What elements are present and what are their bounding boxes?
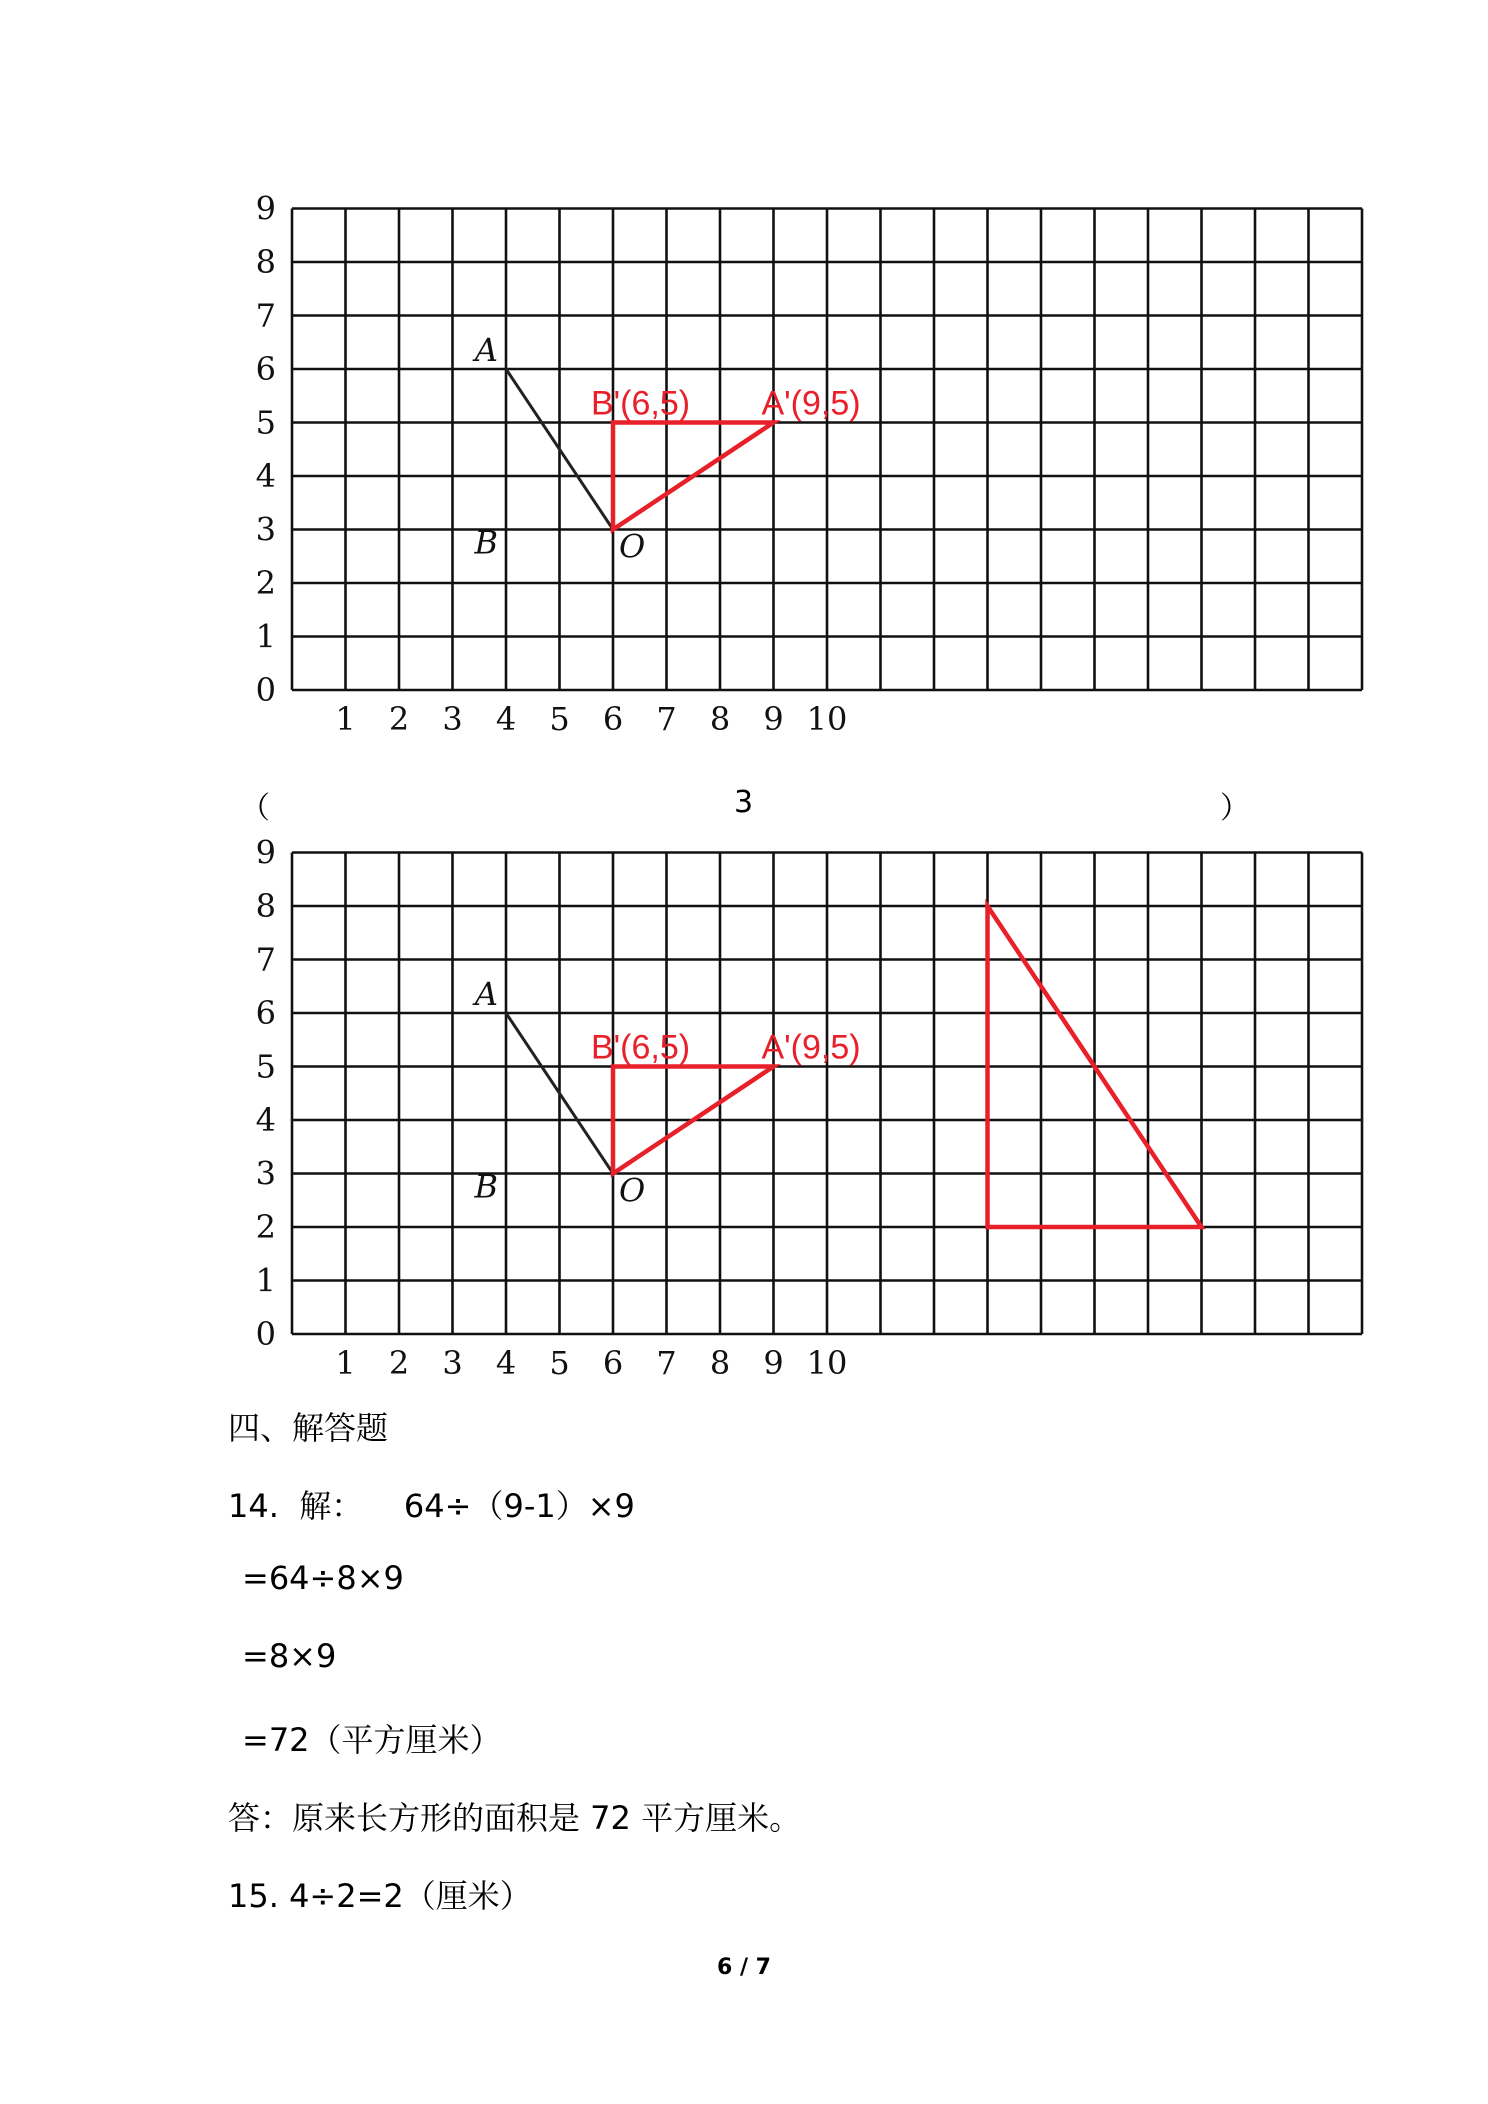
y-tick-label: 1 xyxy=(255,617,276,656)
y-tick-label: 8 xyxy=(255,887,276,925)
point-label-o: O xyxy=(619,527,646,566)
point-label-b: B xyxy=(474,1167,498,1206)
x-tick-label: 4 xyxy=(495,1344,517,1382)
y-tick-label: 9 xyxy=(255,833,276,872)
y-tick-label: 3 xyxy=(255,510,276,549)
x-tick-label: 5 xyxy=(549,700,570,738)
y-tick-label: 9 xyxy=(255,189,276,228)
y-tick-label: 7 xyxy=(255,940,276,979)
grid-lines xyxy=(292,853,1362,1335)
x-tick-label: 7 xyxy=(656,700,677,738)
section-heading: 四、解答题 xyxy=(228,1409,389,1447)
y-tick-label: 8 xyxy=(255,243,276,281)
q15-line-1: 15. 4÷2=2（厘米） xyxy=(228,1877,532,1915)
x-tick-label: 6 xyxy=(602,1344,624,1382)
point-label-b: B xyxy=(474,523,498,562)
x-tick-label: 10 xyxy=(806,700,848,738)
point-label-a: A xyxy=(474,975,498,1013)
label-b-prime: B'(6,5) xyxy=(591,1028,691,1067)
answer-value: 3 xyxy=(734,785,754,820)
x-tick-label: 4 xyxy=(495,700,517,738)
page-number: 6 / 7 xyxy=(717,1955,771,1980)
q14-line-2: =64÷8×9 xyxy=(242,1559,404,1597)
x-tick-label: 9 xyxy=(763,700,784,738)
x-tick-label: 8 xyxy=(709,1344,731,1382)
y-tick-label: 4 xyxy=(255,457,276,495)
y-tick-label: 1 xyxy=(255,1261,276,1300)
open-paren: （ xyxy=(240,791,270,826)
y-tick-label: 3 xyxy=(255,1154,276,1193)
x-tick-label: 1 xyxy=(335,700,356,738)
label-a-prime: A'(9,5) xyxy=(761,1028,861,1067)
x-tick-label: 1 xyxy=(335,1344,356,1382)
y-tick-label: 4 xyxy=(255,1101,276,1139)
point-label-a: A xyxy=(474,331,498,369)
x-tick-label: 5 xyxy=(549,1344,570,1382)
q14-line-1: 14. 解： 64÷（9-1）×9 xyxy=(228,1487,635,1525)
x-tick-label: 3 xyxy=(442,1344,463,1382)
x-tick-label: 7 xyxy=(656,1344,677,1382)
q14-line-4: =72（平方厘米） xyxy=(242,1721,502,1759)
y-tick-label: 5 xyxy=(255,1047,276,1086)
y-tick-label: 6 xyxy=(255,350,276,388)
y-tick-label: 0 xyxy=(255,671,276,709)
label-b-prime: B'(6,5) xyxy=(591,384,691,423)
x-tick-label: 2 xyxy=(388,700,410,738)
q14-answer: 答：原来长方形的面积是 72 平方厘米。 xyxy=(228,1799,802,1837)
y-tick-label: 2 xyxy=(255,564,276,602)
y-tick-label: 2 xyxy=(255,1208,276,1246)
x-tick-label: 3 xyxy=(442,700,463,738)
y-tick-label: 5 xyxy=(255,403,276,442)
x-tick-label: 9 xyxy=(763,1344,784,1382)
x-tick-label: 8 xyxy=(709,700,731,738)
y-tick-label: 0 xyxy=(255,1315,276,1353)
x-tick-label: 10 xyxy=(806,1344,848,1382)
x-tick-label: 2 xyxy=(388,1344,410,1382)
point-label-o: O xyxy=(619,1171,646,1210)
q14-line-3: =8×9 xyxy=(242,1637,337,1675)
close-paren: ） xyxy=(1220,791,1250,826)
x-tick-label: 6 xyxy=(602,700,624,738)
y-tick-label: 6 xyxy=(255,994,276,1032)
y-tick-label: 7 xyxy=(255,296,276,335)
label-a-prime: A'(9,5) xyxy=(761,384,861,423)
